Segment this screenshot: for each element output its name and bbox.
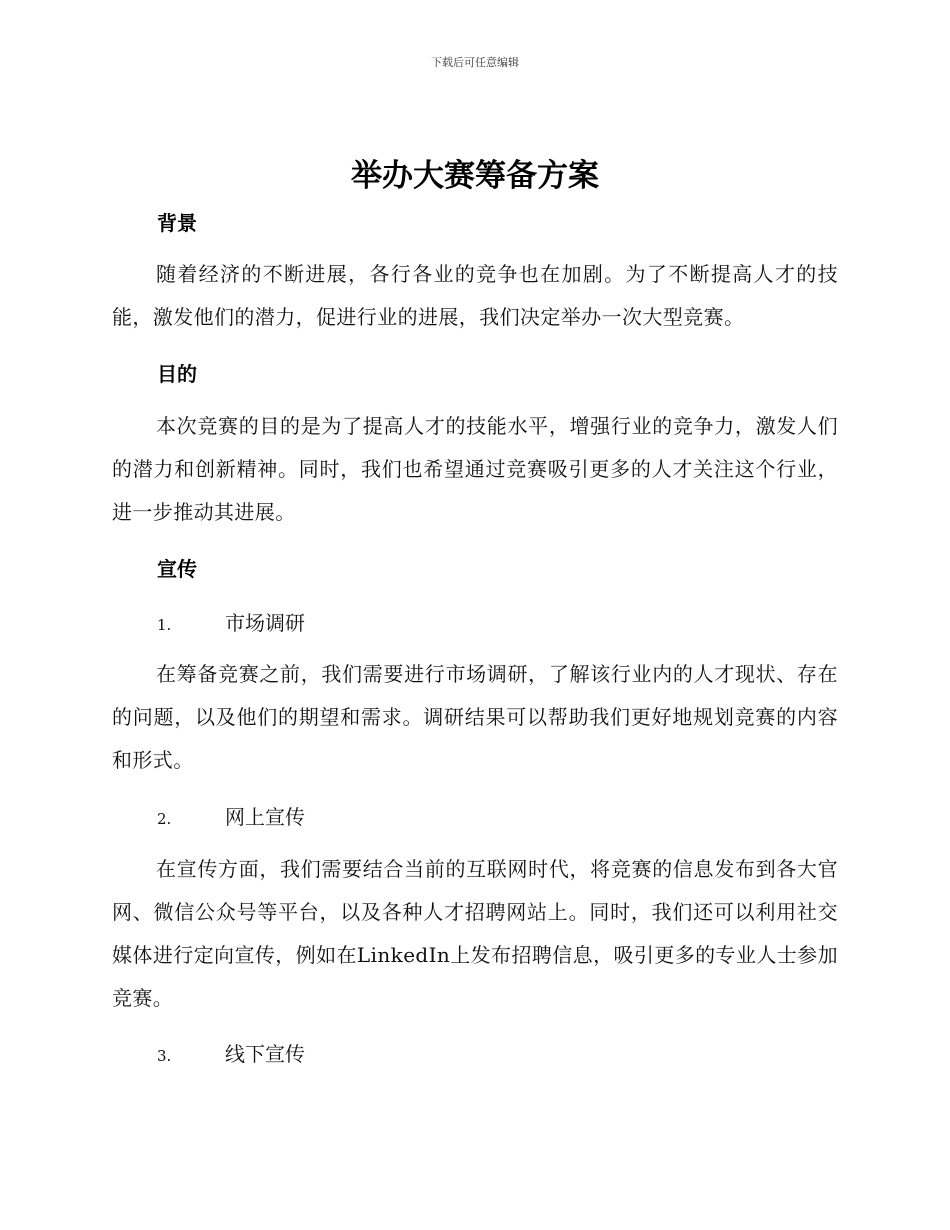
paragraph-online-promotion: 在宣传方面，我们需要结合当前的互联网时代，将竞赛的信息发布到各大官网、微信公众号等平台，以及各种人才招聘网站上。同时，我们还可以利用社交媒体进行定向宣传，例如在LinkedIn上发布招聘信息，吸引更多的专业人士参加竞赛。 — [112, 857, 838, 1010]
list-label: 网上宣传 — [225, 805, 305, 829]
list-number: 3. — [157, 1047, 172, 1065]
list-number: 2. — [157, 810, 172, 828]
list-number: 1. — [157, 616, 172, 634]
list-item — [157, 801, 305, 830]
section-heading-promotion: 宣传 — [157, 557, 197, 581]
paragraph-market-research: 在筹备竞赛之前，我们需要进行市场调研，了解该行业内的人才现状、存在的问题，以及他们的期望和需求。调研结果可以帮助我们更好地规划竞赛的内容和形式。 — [112, 662, 838, 772]
paragraph-background: 随着经济的不断进展，各行各业的竞争也在加剧。为了不断提高人才的技能，激发他们的潜力，促进行业的进展，我们决定举办一次大型竞赛。 — [112, 262, 838, 329]
header-note: 下载后可任意编辑 — [431, 56, 519, 69]
section-heading-purpose: 目的 — [157, 362, 197, 386]
page-title: 举办大赛筹备方案 — [351, 158, 599, 194]
paragraph-purpose: 本次竞赛的目的是为了提高人才的技能水平，增强行业的竞争力，激发人们的潜力和创新精神。同时，我们也希望通过竞赛吸引更多的人才关注这个行业，进一步推动其进展。 — [112, 414, 838, 524]
list-item — [157, 1038, 305, 1067]
section-heading-background: 背景 — [157, 211, 197, 235]
list-item — [157, 607, 305, 636]
list-label: 线下宣传 — [225, 1042, 305, 1066]
list-label: 市场调研 — [225, 611, 305, 635]
